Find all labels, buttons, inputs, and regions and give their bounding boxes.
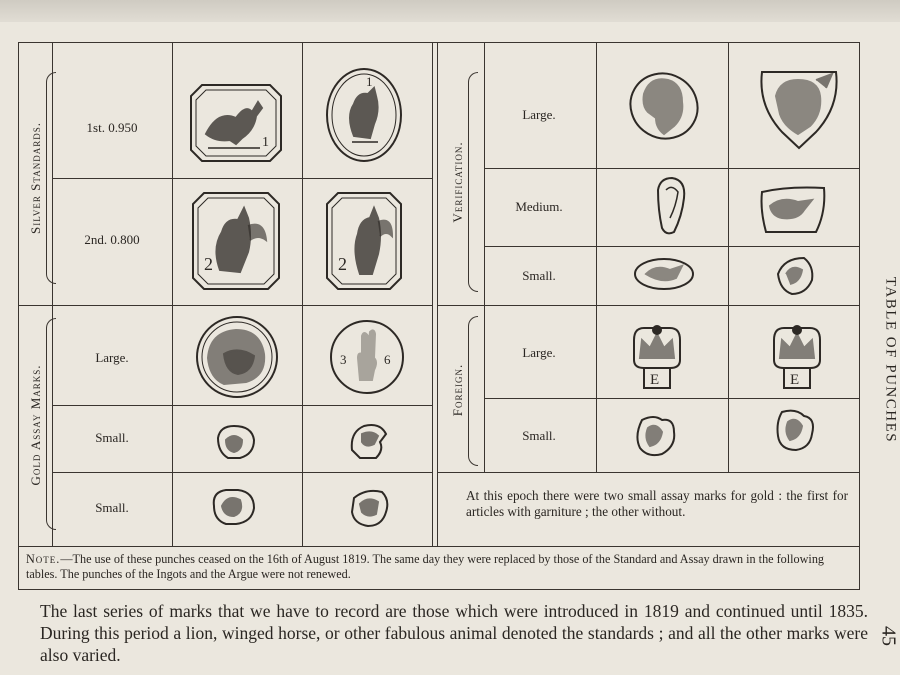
cock-octagon-2b-icon bbox=[324, 190, 404, 292]
divider-center-b bbox=[437, 42, 438, 546]
divider-right-label bbox=[484, 42, 485, 472]
brace-silver bbox=[46, 72, 56, 284]
body-paragraph: The last series of marks that we have to record are those which were introduced in 1819 and continued until 1835. During this period a lion, winged horse, or other fabulous animal denoted the standards ; and all the other marks were also varied. bbox=[40, 601, 868, 665]
row-line bbox=[437, 472, 860, 473]
row-line bbox=[437, 305, 860, 306]
classical-head-icon bbox=[626, 68, 702, 144]
heading-foreign: Foreign. bbox=[450, 363, 465, 417]
cock-octagon-2-icon bbox=[190, 190, 282, 292]
row-line bbox=[484, 246, 860, 247]
divider-right-col2 bbox=[728, 42, 729, 472]
label-gold-small-1: Small. bbox=[95, 430, 129, 445]
label-verification-large: Large. bbox=[522, 107, 556, 122]
label-silver-2: 2nd. 0.800 bbox=[84, 232, 140, 247]
footnote-separator bbox=[18, 546, 860, 547]
cock-oval-1-icon bbox=[324, 66, 404, 164]
label-gold-small-2: Small. bbox=[95, 500, 129, 515]
ear-icon bbox=[652, 176, 688, 238]
row-line bbox=[52, 178, 432, 179]
row-line bbox=[52, 472, 432, 473]
dragon-b-icon bbox=[772, 406, 818, 454]
divider-left-col2 bbox=[302, 42, 303, 546]
label-foreign-small: Small. bbox=[522, 428, 556, 443]
small-bird-head-b-icon bbox=[346, 486, 392, 530]
svg-text:1: 1 bbox=[366, 74, 373, 89]
page-number: 45 bbox=[877, 626, 900, 646]
heading-verification: Verification. bbox=[450, 141, 465, 223]
svg-text:2: 2 bbox=[204, 254, 213, 274]
brace-gold bbox=[46, 318, 56, 530]
divider-center bbox=[432, 42, 433, 546]
epoch-note: At this epoch there were two small assay marks for gold : the first for articles with garniture ; the other without. bbox=[466, 488, 848, 519]
heading-gold-assay-marks: Gold Assay Marks. bbox=[28, 364, 43, 486]
divider-right-col1 bbox=[596, 42, 597, 472]
brace-verification bbox=[468, 72, 478, 292]
row-line bbox=[18, 305, 432, 306]
label-verification-small: Small. bbox=[522, 268, 556, 283]
small-head-icon bbox=[212, 422, 258, 462]
row-line bbox=[52, 405, 432, 406]
svg-text:6: 6 bbox=[384, 352, 391, 367]
footnote-lead: Note. bbox=[26, 552, 61, 566]
divider-left-col1 bbox=[172, 42, 173, 546]
cock-octagon-1-icon bbox=[188, 82, 284, 164]
mercury-shield-icon bbox=[756, 66, 842, 152]
footnote-text: —The use of these punches ceased on the 16th of August 1819. The same day they were replaced by those of the Standard and Assay drawn in the following tables. The punches of the Ingots and the Argue were not renewed. bbox=[26, 552, 825, 581]
crown-e-b-icon bbox=[770, 320, 824, 392]
brace-foreign bbox=[468, 316, 478, 466]
svg-text:1: 1 bbox=[262, 135, 269, 150]
svg-text:3: 3 bbox=[340, 352, 347, 367]
lion-head-icon bbox=[194, 314, 280, 400]
label-gold-large: Large. bbox=[95, 350, 129, 365]
label-silver-1: 1st. 0.950 bbox=[86, 120, 138, 135]
row-line bbox=[484, 398, 860, 399]
row-line bbox=[484, 168, 860, 169]
footnote bbox=[26, 552, 856, 582]
crown-e-icon bbox=[630, 320, 684, 392]
small-oval-icon bbox=[632, 256, 696, 292]
dragon-icon bbox=[632, 412, 678, 460]
eagle-head-icon bbox=[758, 184, 828, 236]
small-bird-head-icon bbox=[346, 420, 390, 462]
small-head-b-icon bbox=[208, 486, 258, 528]
svg-text:E: E bbox=[790, 372, 800, 388]
hand-36-icon bbox=[328, 318, 406, 396]
heading-silver-standards: Silver Standards. bbox=[28, 122, 43, 234]
svg-text:2: 2 bbox=[338, 254, 347, 274]
label-verification-medium: Medium. bbox=[515, 199, 563, 214]
label-foreign-large: Large. bbox=[522, 345, 556, 360]
running-title: TABLE OF PUNCHES bbox=[882, 276, 899, 444]
svg-text:E: E bbox=[650, 372, 660, 388]
small-bird-icon bbox=[774, 254, 816, 298]
